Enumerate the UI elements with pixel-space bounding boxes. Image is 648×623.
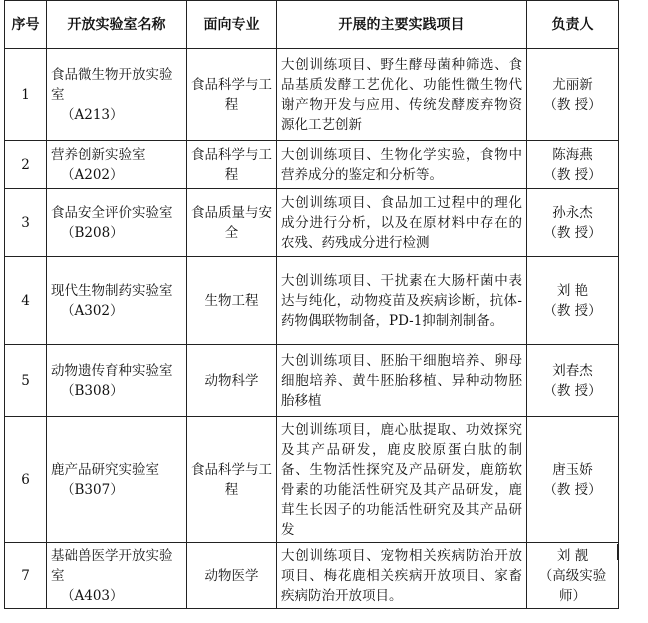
lab-name-text: 鹿产品研究实验室 [51, 461, 159, 478]
row-index: 1 [5, 49, 47, 141]
header-lead: 负责人 [527, 1, 619, 49]
row-lead [527, 257, 619, 345]
row-projects: 大创训练项目，鹿心肽提取、功效探究及其产品研发，鹿皮胶原蛋白肽的制备、生物活性探究及产品研发，鹿筋软骨素的功能活性研究及其产品研发，鹿茸生长因子的功能活性研究及其产品研发 [277, 417, 527, 543]
lab-room-code: （B307） [61, 481, 124, 498]
table-row [5, 345, 619, 417]
lab-name-text: 基础兽医学开放实验室 [51, 547, 173, 584]
table-row [5, 49, 619, 141]
header-index: 序号 [5, 1, 47, 49]
row-projects: 大创训练项目、胚胎干细胞培养、卵母细胞培养、黄牛胚胎移植、异种动物胚胎移植 [277, 345, 527, 417]
table-row [5, 417, 619, 543]
header-lab-name: 开放实验室名称 [47, 1, 187, 49]
row-lab-name [47, 141, 187, 189]
row-lab-name [47, 345, 187, 417]
row-lead [527, 543, 619, 609]
row-projects: 大创训练项目、野生酵母菌种筛选、食品基质发酵工艺优化、功能性微生物代谢产物开发与应用、传统发酵废弃物资源化工艺创新 [277, 49, 527, 141]
lab-room-code: （B308） [61, 382, 124, 399]
lab-room-code: （A202） [61, 166, 124, 183]
row-lab-name [47, 189, 187, 257]
row-projects: 大创训练项目、宠物相关疾病防治开放项目、梅花鹿相关疾病开放项目、家畜疾病防治开放项目。 [277, 543, 527, 609]
row-major: 生物工程 [187, 257, 277, 345]
row-projects: 大创训练项目、食品加工过程中的理化成分进行分析，以及在原材料中存在的农残、药残成分进行检测 [277, 189, 527, 257]
row-major: 食品科学与工程 [187, 417, 277, 543]
lead-title: （高级实验师） [538, 567, 607, 604]
lead-title: （教 授） [543, 481, 602, 498]
lab-table-container [4, 0, 618, 609]
lead-title: （教 授） [543, 224, 602, 241]
lab-name-text: 现代生物制药实验室 [51, 282, 173, 299]
row-lab-name [47, 257, 187, 345]
row-index: 3 [5, 189, 47, 257]
lead-title: （教 授） [543, 166, 602, 183]
lab-room-code: （A302） [61, 302, 124, 319]
row-index: 2 [5, 141, 47, 189]
header-projects: 开展的主要实践项目 [277, 1, 527, 49]
lead-title: （教 授） [543, 382, 602, 399]
row-lead [527, 49, 619, 141]
lead-name: 陈海燕 [552, 146, 593, 163]
lab-room-code: （B208） [61, 224, 124, 241]
row-projects: 大创训练项目、生物化学实验，食物中营养成分的鉴定和分析等。 [277, 141, 527, 189]
row-major: 食品质量与安全 [187, 189, 277, 257]
table-header-row [5, 1, 619, 49]
table-row [5, 141, 619, 189]
row-index: 5 [5, 345, 47, 417]
row-major: 食品科学与工程 [187, 49, 277, 141]
row-major: 食品科学与工程 [187, 141, 277, 189]
open-labs-table [4, 0, 619, 609]
lead-name: 刘春杰 [552, 362, 593, 379]
row-lead [527, 189, 619, 257]
row-index: 6 [5, 417, 47, 543]
lead-name: 刘 靓 [556, 547, 589, 564]
lead-name: 孙永杰 [552, 204, 593, 221]
row-lab-name [47, 543, 187, 609]
row-projects: 大创训练项目、干扰素在大肠杆菌中表达与纯化，动物疫苗及疾病诊断，抗体-药物偶联物制备，PD-1抑制剂制备。 [277, 257, 527, 345]
row-index: 7 [5, 543, 47, 609]
lab-name-text: 营养创新实验室 [51, 146, 146, 163]
lab-room-code: （A213） [61, 106, 124, 123]
row-lead [527, 417, 619, 543]
table-row [5, 189, 619, 257]
lead-title: （教 授） [543, 302, 602, 319]
row-lead [527, 141, 619, 189]
page-edge-mark [617, 544, 619, 560]
lead-name: 刘 艳 [556, 282, 589, 299]
table-row [5, 257, 619, 345]
lab-name-text: 食品安全评价实验室 [51, 204, 173, 221]
lead-name: 唐玉娇 [552, 461, 593, 478]
row-major: 动物科学 [187, 345, 277, 417]
row-lead [527, 345, 619, 417]
lab-name-text: 食品微生物开放实验室 [51, 66, 173, 103]
row-index: 4 [5, 257, 47, 345]
lab-name-text: 动物遗传育种实验室 [51, 362, 173, 379]
row-lab-name [47, 49, 187, 141]
lead-title: （教 授） [543, 96, 602, 113]
row-lab-name [47, 417, 187, 543]
header-major: 面向专业 [187, 1, 277, 49]
lab-room-code: （A403） [61, 587, 124, 604]
row-major: 动物医学 [187, 543, 277, 609]
table-row [5, 543, 619, 609]
lead-name: 尤丽新 [552, 76, 593, 93]
